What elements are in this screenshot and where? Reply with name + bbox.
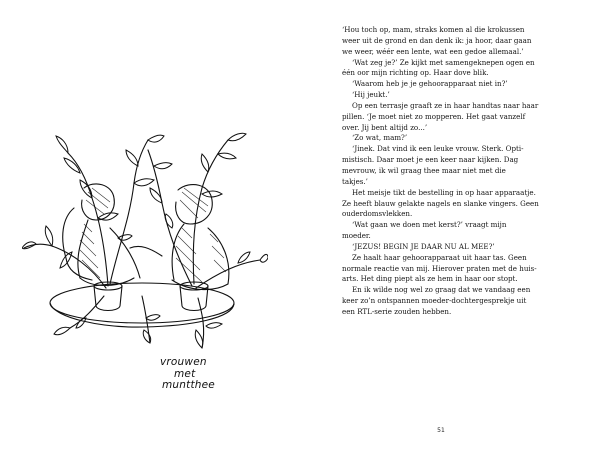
caption-line: met xyxy=(174,367,196,380)
text-line: Het meisje tikt de bestelling in op haar apparaatje. xyxy=(352,187,536,197)
women-with-mint-tea-illustration xyxy=(22,128,268,353)
text-line: een RTL-serie zouden hebben. xyxy=(342,306,452,316)
text-line: ‘Hij jeukt.’ xyxy=(352,90,390,100)
text-line: mevrouw, ik wil graag thee maar niet met die xyxy=(342,165,506,175)
text-line: ‘Wat gaan we doen met kerst?’ vraagt mijn xyxy=(352,220,507,230)
caption-line: vrouwen xyxy=(160,356,207,368)
text-line: één oor mijn richting op. Haar dove blik. xyxy=(342,68,489,78)
right-page xyxy=(300,0,600,462)
page-number: 51 xyxy=(437,427,445,434)
text-line: arts. Het ding piept als ze hem in haar oor stopt. xyxy=(342,274,518,284)
text-line: ouderdomsvlekken. xyxy=(342,209,413,219)
text-line: En ik wilde nog wel zo graag dat we vandaag een xyxy=(352,285,531,295)
text-line: ‘Waarom heb je je gehoorapparaat niet in?’ xyxy=(352,79,508,89)
text-line: takjes.’ xyxy=(342,176,368,186)
text-line: ‘Wat zeg je?’ Ze kijkt met samengeknepen ogen en xyxy=(352,57,535,67)
text-line: pillen. ‘Je moet niet zo mopperen. Het gaat vanzelf xyxy=(342,111,526,121)
caption-line: muntthee xyxy=(162,379,215,391)
text-line: mistisch. Daar moet je een keer naar kijken. Dag xyxy=(342,155,519,165)
illustration-caption xyxy=(160,357,250,392)
text-line: Op een terrasje graaft ze in haar handtas naar haar xyxy=(352,100,539,110)
text-line: weer uit de grond en dan denk ik: ja hoor, daar gaan xyxy=(342,35,532,45)
text-line: ‘Zo wat, mam?’ xyxy=(352,133,408,143)
story-text xyxy=(342,25,568,318)
text-line: Ze haalt haar gehoorapparaat uit haar tas. Geen xyxy=(352,252,527,262)
text-line: ‘JEZUS! BEGIN JE DAAR NU AL MEE?’ xyxy=(352,241,495,251)
text-line: moeder. xyxy=(342,231,371,241)
text-line: over. Jij bent altijd zo...’ xyxy=(342,122,428,132)
text-line: ‘Jinek. Dat vind ik een leuke vrouw. Sterk. Opti- xyxy=(352,144,524,154)
text-line: Ze heeft blauw gelakte nagels en slanke vingers. Geen xyxy=(342,198,539,208)
text-line: keer zo’n ontspannen moeder-dochtergesprekje uit xyxy=(342,296,527,306)
text-line: we weer, wéér een lente, wat een gedoe allemaal.’ xyxy=(342,46,524,56)
text-line: normale reactie van mij. Hierover praten met de huis- xyxy=(342,263,537,273)
text-line: ‘Hou toch op, mam, straks komen al die krokussen xyxy=(342,25,525,34)
